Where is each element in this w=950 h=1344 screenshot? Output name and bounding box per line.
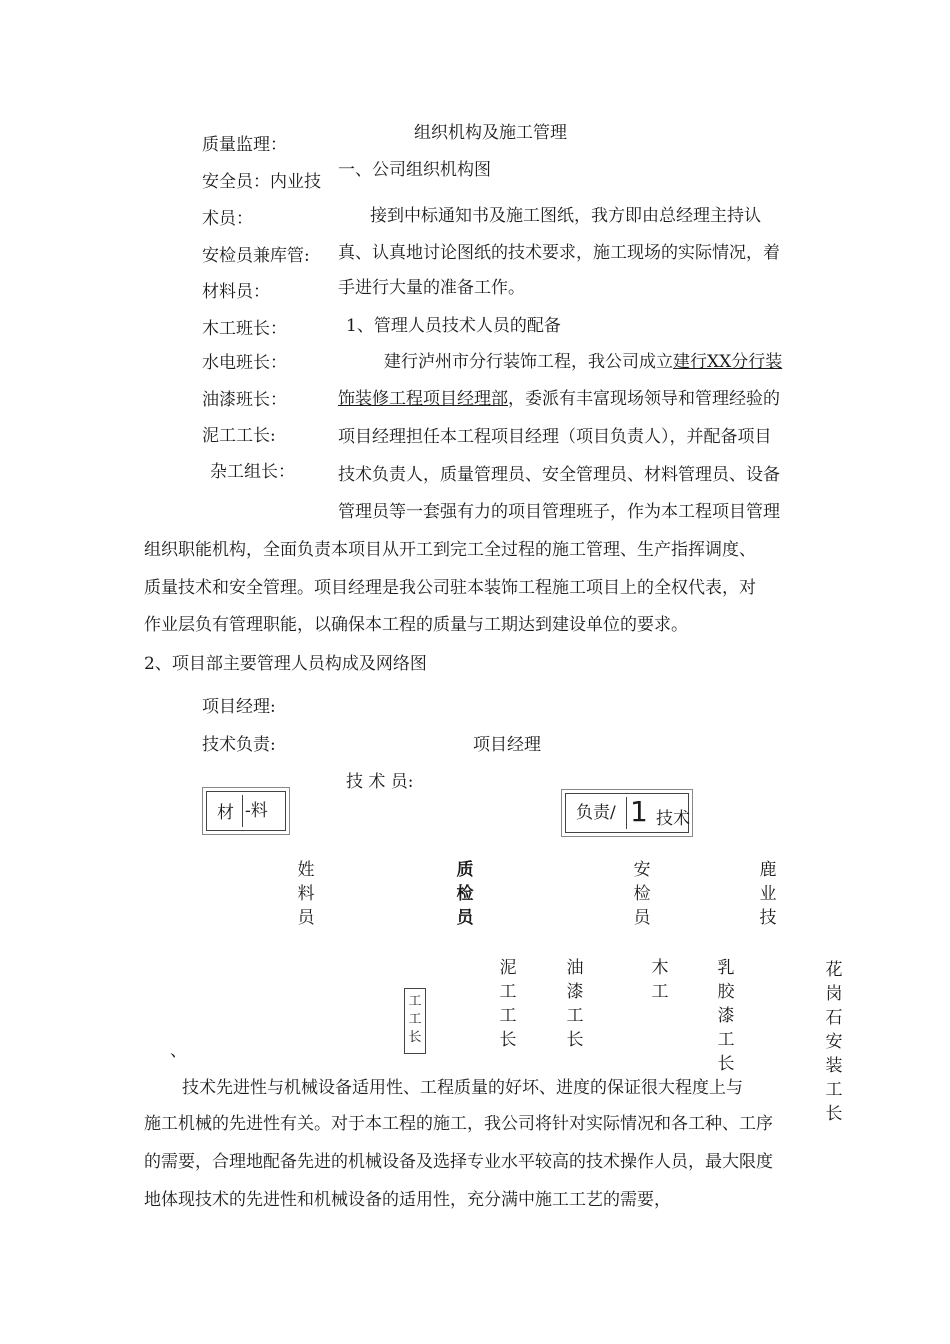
vertical-granite-foreman: 花岗石安装工长	[825, 960, 843, 1124]
vertical-paint-foreman: 油漆工长	[566, 958, 584, 1050]
material-box-char: 材	[217, 803, 234, 823]
para2-line6: 组织职能机构，全面负责本项目从开工到完工全过程的施工管理、生产指挥调度、	[144, 540, 756, 560]
page-title: 组织机构及施工管理	[414, 123, 567, 143]
vertical-latex-paint-foreman: 乳胶漆工长	[717, 958, 735, 1074]
para3-line3: 的需要，合理地配备先进的机械设备及选择专业水平较高的技术操作人员，最大限度	[144, 1152, 773, 1172]
tech-lead-label: 技术负责:	[202, 735, 276, 755]
tech-staff-label: 技 术 员:	[346, 772, 414, 792]
role-carpentry-lead: 木工班长：	[202, 319, 287, 339]
tech-lead-box	[565, 793, 689, 833]
para2-line5: 管理员等一套强有力的项目管理班子，作为本工程项目管理	[338, 502, 780, 522]
tech-lead-box-divider	[626, 797, 627, 829]
vertical-carpentry: 木工	[651, 958, 669, 1002]
para2-line2	[338, 388, 780, 410]
para2-line3: 项目经理担任本工程项目经理（项目负责人），并配备项目	[338, 427, 772, 447]
tech-lead-box-tech: 技术	[656, 809, 690, 829]
material-box-text: -料	[245, 801, 268, 821]
para1-line2: 真、认真地讨论图纸的技术要求，施工现场的实际情况，着	[338, 243, 780, 263]
role-tech-staff-cont: 术员：	[202, 209, 253, 229]
vertical-professional-tech: 鹿业技	[759, 860, 777, 928]
vertical-safety-inspector: 安检员	[633, 860, 651, 928]
role-quality-supervisor: 质量监理：	[202, 135, 287, 155]
material-box-divider	[242, 795, 243, 827]
role-safety-officer: 安全员：内业技	[202, 172, 321, 192]
foreman-box-text: 工工长	[408, 994, 422, 1045]
sub2-heading: 2、项目部主要管理人员构成及网络图	[144, 654, 427, 674]
role-inspector-warehouse: 安检员兼库管:	[202, 246, 310, 266]
vertical-masonry-foreman: 泥工工长	[499, 958, 517, 1050]
para1-line1: 接到中标通知书及施工图纸，我方即由总经理主持认	[370, 206, 761, 226]
role-misc-lead: 杂工组长：	[210, 462, 295, 482]
role-material: 材料员：	[202, 282, 270, 302]
material-box	[206, 791, 286, 831]
tech-lead-box-text: 负责/	[576, 803, 616, 823]
project-dept-link-part1: 建行XX分行装	[673, 352, 783, 372]
section1-heading: 一、公司组织机构图	[338, 160, 491, 180]
para2-line1	[384, 351, 782, 373]
pm-center-label: 项目经理	[473, 735, 541, 755]
sub1-heading: 1、管理人员技术人员的配备	[346, 316, 561, 336]
para2-line2-rest: ，委派有丰富现场领导和管理经验的	[508, 389, 780, 409]
pm-label: 项目经理:	[202, 697, 276, 717]
para3-line4: 地体现技术的先进性和机械设备的适用性，充分满中施工工艺的需要，	[144, 1190, 671, 1210]
vertical-material-staff: 姓料员	[297, 860, 315, 928]
project-dept-link-part2: 饰装修工程项目经理部	[338, 389, 508, 409]
para3-line2: 施工机械的先进性有关。对于本工程的施工，我公司将针对实际情况和各工种、工序	[144, 1114, 773, 1134]
role-masonry-lead: 泥工工长:	[202, 426, 276, 446]
foreman-box	[404, 988, 426, 1054]
para3-line1: 技术先进性与机械设备适用性、工程质量的好坏、进度的保证很大程度上与	[182, 1078, 743, 1098]
tech-lead-box-number: 1	[630, 795, 648, 828]
para2-line8: 作业层负有管理职能，以确保本工程的质量与工期达到建设单位的要求。	[144, 615, 688, 635]
vertical-quality-inspector: 质检员	[456, 860, 474, 928]
role-paint-lead: 油漆班长：	[202, 390, 287, 410]
para1-line3: 手进行大量的准备工作。	[338, 278, 525, 298]
stray-mark: 、	[170, 1041, 187, 1061]
role-plumbing-lead: 水电班长：	[202, 353, 287, 373]
para2-line4: 技术负责人，质量管理员、安全管理员、材料管理员、设备	[338, 465, 780, 485]
para2-line1-prefix: 建行泸州市分行装饰工程，我公司成立	[384, 352, 673, 372]
para2-line7: 质量技术和安全管理。项目经理是我公司驻本装饰工程施工项目上的全权代表，对	[144, 578, 756, 598]
